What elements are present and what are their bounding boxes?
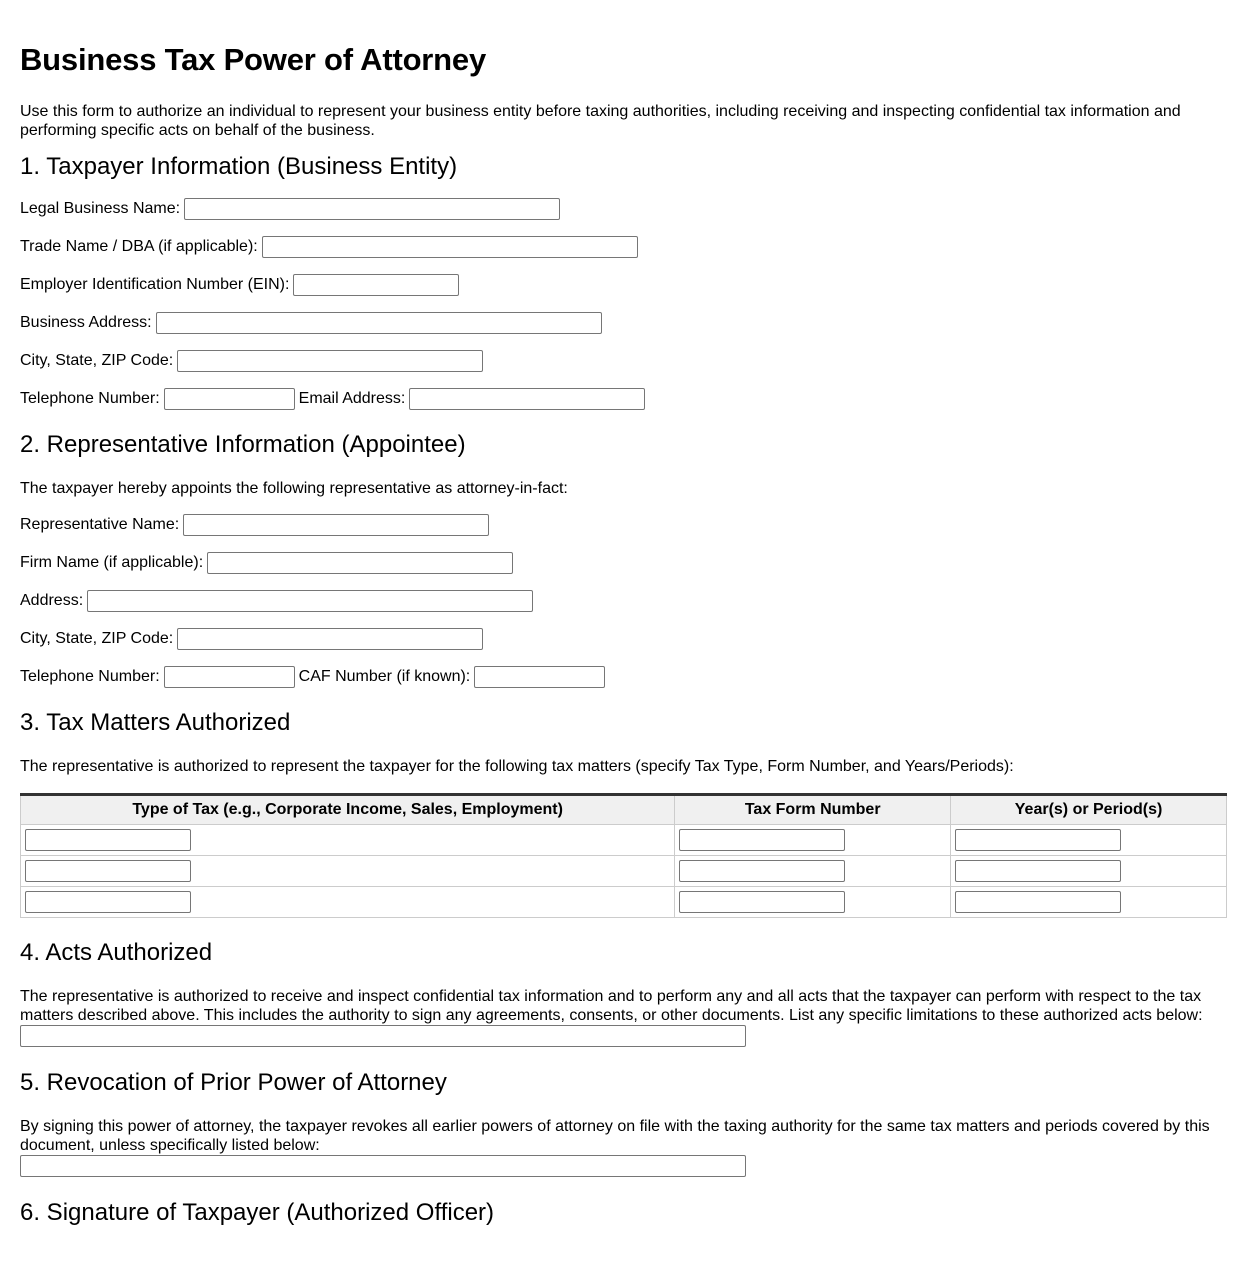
table-row (21, 856, 1227, 887)
rep-city-label: City, State, ZIP Code: (20, 630, 174, 647)
rep-city-row (20, 628, 1227, 650)
table-cell (21, 887, 675, 918)
business-address-row (20, 312, 1227, 334)
rep-name-input[interactable] (183, 514, 489, 536)
business-phone-input[interactable] (164, 388, 295, 410)
column-header-tax-type: Type of Tax (e.g., Corporate Income, Sales, Employment) (21, 795, 675, 825)
table-row (21, 887, 1227, 918)
section-4-text: The representative is authorized to receive and inspect confidential tax information and to perform any and all acts that the taxpayer can perform with respect to the tax matters described above. This includes the authority to sign any agreements, consents, or other documents. List any specific limitations to these authorized acts below: (20, 988, 1203, 1024)
firm-name-input[interactable] (207, 552, 513, 574)
business-city-input[interactable] (177, 350, 483, 372)
ein-row (20, 274, 1227, 296)
form-number-input[interactable] (679, 891, 845, 913)
table-cell (21, 825, 675, 856)
table-cell (675, 856, 951, 887)
rep-phone-label: Telephone Number: (20, 668, 160, 685)
table-row (21, 825, 1227, 856)
section-2-heading: 2. Representative Information (Appointee) (20, 431, 466, 458)
table-header-row (21, 795, 1227, 825)
limitations-input[interactable] (20, 1025, 746, 1047)
firm-name-label: Firm Name (if applicable): (20, 554, 204, 571)
period-input[interactable] (955, 891, 1121, 913)
business-city-row (20, 350, 1227, 372)
table-cell (951, 887, 1227, 918)
caf-number-label: CAF Number (if known): (298, 668, 471, 685)
business-address-input[interactable] (156, 312, 602, 334)
legal-name-input[interactable] (184, 198, 560, 220)
trade-name-label: Trade Name / DBA (if applicable): (20, 238, 258, 255)
section-5-heading: 5. Revocation of Prior Power of Attorney (20, 1069, 447, 1096)
page-title: Business Tax Power of Attorney (20, 42, 486, 77)
rep-contact-row (20, 666, 1227, 688)
form-number-input[interactable] (679, 860, 845, 882)
trade-name-row (20, 236, 1227, 258)
business-contact-row (20, 388, 1227, 410)
section-6-heading: 6. Signature of Taxpayer (Authorized Officer) (20, 1199, 495, 1226)
section-1-heading: 1. Taxpayer Information (Business Entity) (20, 153, 458, 180)
prior-poa-input[interactable] (20, 1155, 746, 1177)
rep-name-row (20, 514, 1227, 536)
ein-input[interactable] (293, 274, 459, 296)
table-cell (951, 856, 1227, 887)
period-input[interactable] (955, 860, 1121, 882)
tax-matters-table (20, 793, 1227, 918)
form-number-input[interactable] (679, 829, 845, 851)
rep-address-input[interactable] (87, 590, 533, 612)
legal-name-row (20, 198, 1227, 220)
legal-name-label: Legal Business Name: (20, 200, 181, 217)
section-5-text: By signing this power of attorney, the taxpayer revokes all earlier powers of attorney on file with the taxing authority for the same tax matters and periods covered by this document, unless specifically listed below: (20, 1118, 1210, 1154)
column-header-periods: Year(s) or Period(s) (951, 795, 1227, 825)
intro-text: Use this form to authorize an individual to represent your business entity before taxing authorities, including receiving and inspecting confidential tax information and performing specific acts on behalf of the business. (20, 103, 1181, 139)
period-input[interactable] (955, 829, 1121, 851)
table-cell (21, 856, 675, 887)
section-2-text: The taxpayer hereby appoints the following representative as attorney-in-fact: (20, 480, 568, 497)
rep-phone-input[interactable] (164, 666, 295, 688)
table-cell (675, 825, 951, 856)
trade-name-input[interactable] (262, 236, 638, 258)
tax-type-input[interactable] (25, 829, 191, 851)
tax-type-input[interactable] (25, 891, 191, 913)
section-3-text: The representative is authorized to represent the taxpayer for the following tax matters (specify Tax Type, Form Number, and Years/Periods): (20, 758, 1014, 775)
section-3-heading: 3. Tax Matters Authorized (20, 709, 291, 736)
business-email-label: Email Address: (298, 390, 406, 407)
rep-address-row (20, 590, 1227, 612)
ein-label: Employer Identification Number (EIN): (20, 276, 290, 293)
rep-city-input[interactable] (177, 628, 483, 650)
tax-type-input[interactable] (25, 860, 191, 882)
table-cell (951, 825, 1227, 856)
column-header-form-number: Tax Form Number (675, 795, 951, 825)
rep-name-label: Representative Name: (20, 516, 180, 533)
business-city-label: City, State, ZIP Code: (20, 352, 174, 369)
caf-number-input[interactable] (474, 666, 605, 688)
section-4-heading: 4. Acts Authorized (20, 939, 213, 966)
firm-name-row (20, 552, 1227, 574)
table-cell (675, 887, 951, 918)
rep-address-label: Address: (20, 592, 84, 609)
business-address-label: Business Address: (20, 314, 152, 331)
business-phone-label: Telephone Number: (20, 390, 160, 407)
business-email-input[interactable] (409, 388, 645, 410)
